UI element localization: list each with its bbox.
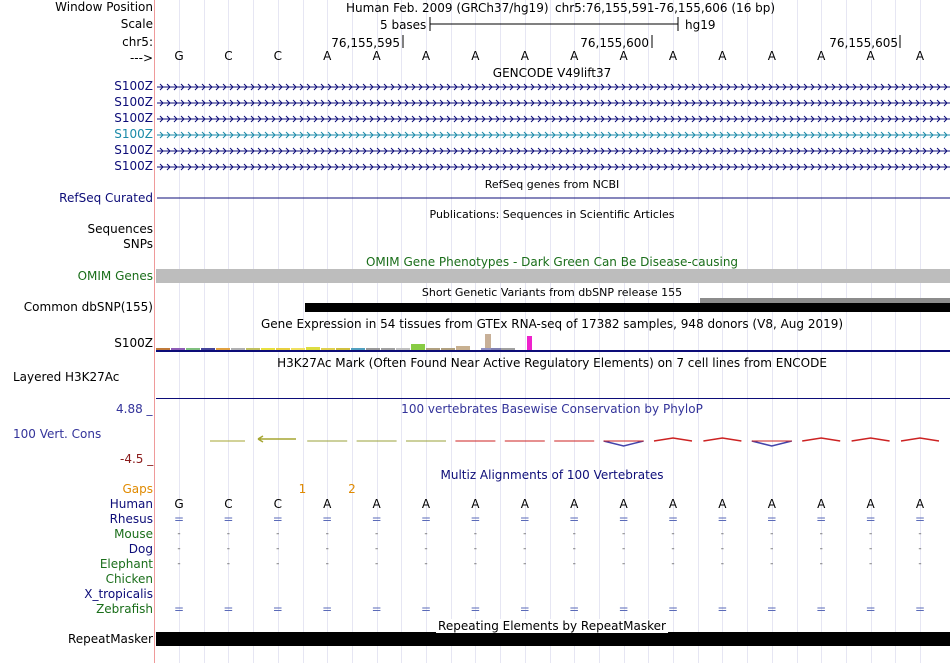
gtex-tissue-bar xyxy=(156,348,170,350)
multiz-base: - xyxy=(720,559,725,569)
multiz-base: - xyxy=(770,544,774,554)
conservation-wiggle-segment xyxy=(852,438,890,441)
multiz-base: = xyxy=(223,602,234,616)
conservation-wiggle-segment xyxy=(258,436,296,442)
gtex-tissue-bar xyxy=(426,348,440,350)
window-position-label: Window Position xyxy=(55,0,153,14)
gencode-title: GENCODE V49lift37 xyxy=(492,66,612,80)
coordinate-label-1: 76,155,595 xyxy=(331,36,400,50)
multiz-base: A xyxy=(668,497,678,511)
base-letter: A xyxy=(817,49,826,63)
dbsnp-title: Short Genetic Variants from dbSNP release 155 xyxy=(421,286,683,299)
conservation-wiggle-segment xyxy=(703,438,741,441)
refseq-label[interactable]: RefSeq Curated xyxy=(59,191,153,205)
base-letter: A xyxy=(915,49,925,63)
multiz-base: - xyxy=(918,529,922,539)
gtex-tissue-bar xyxy=(306,347,320,350)
multiz-species-label[interactable]: Mouse xyxy=(114,527,153,541)
multiz-gap-mark: 1 xyxy=(298,482,307,496)
multiz-base: = xyxy=(667,512,679,526)
multiz-base: - xyxy=(374,559,379,569)
repeatmasker-label[interactable]: RepeatMasker xyxy=(67,632,153,646)
multiz-species-label[interactable]: Human xyxy=(109,497,153,511)
base-letter: A xyxy=(619,49,628,63)
multiz-base: - xyxy=(276,544,280,554)
gtex-tissue-bar xyxy=(366,348,380,350)
gtex-tissue-bar xyxy=(396,348,410,350)
multiz-base: = xyxy=(816,512,827,526)
conservation-wiggle-segment xyxy=(604,441,644,446)
publications-snps-label[interactable]: SNPs xyxy=(123,237,153,251)
multiz-base: = xyxy=(371,512,382,526)
multiz-base: = xyxy=(322,512,333,526)
multiz-base: - xyxy=(572,529,576,539)
gtex-title: Gene Expression in 54 tissues from GTEx RNA-seq of 17382 samples, 948 donors (V8, Aug 2019) xyxy=(260,317,844,331)
multiz-base: - xyxy=(720,544,725,554)
gtex-tissue-bar xyxy=(441,348,455,350)
multiz-base: = xyxy=(717,512,728,526)
assembly-text: Human Feb. 2009 (GRCh37/hg19) xyxy=(346,1,549,15)
base-letter: A xyxy=(520,49,529,63)
multiz-base: = xyxy=(667,602,679,616)
multiz-base: - xyxy=(819,559,823,569)
multiz-base: - xyxy=(868,544,873,554)
h3k27ac-label[interactable]: Layered H3K27Ac xyxy=(13,370,120,384)
base-letter: A xyxy=(570,49,579,63)
multiz-base: = xyxy=(173,512,185,526)
gencode-transcript-label[interactable]: S100Z xyxy=(114,143,153,157)
base-letter: A xyxy=(323,49,332,63)
multiz-base: A xyxy=(767,497,776,511)
conservation-title: 100 vertebrates Basewise Conservation by PhyloP xyxy=(401,402,703,416)
base-letter: A xyxy=(767,49,776,63)
multiz-base: A xyxy=(323,497,332,511)
base-letter: A xyxy=(668,49,678,63)
dbsnp-label[interactable]: Common dbSNP(155) xyxy=(23,300,153,314)
multiz-base: - xyxy=(226,529,231,539)
multiz-base: - xyxy=(819,544,823,554)
conservation-wiggle-segment xyxy=(654,438,692,441)
position-text[interactable]: chr5:76,155,591-76,155,606 (16 bp) xyxy=(555,1,776,15)
multiz-base: = xyxy=(816,602,827,616)
base-letter: C xyxy=(224,49,233,63)
multiz-base: = xyxy=(223,512,234,526)
multiz-base: = xyxy=(865,512,876,526)
multiz-base: - xyxy=(177,544,181,554)
multiz-base: - xyxy=(325,559,329,569)
multiz-base: A xyxy=(817,497,826,511)
multiz-base: A xyxy=(915,497,925,511)
multiz-base: = xyxy=(272,602,283,616)
multiz-base: - xyxy=(918,559,922,569)
multiz-base: - xyxy=(720,529,725,539)
multiz-base: - xyxy=(424,559,428,569)
multiz-base: - xyxy=(177,529,181,539)
gencode-transcript-label[interactable]: S100Z xyxy=(114,111,153,125)
gtex-tissue-bar xyxy=(321,348,335,350)
multiz-base: - xyxy=(523,559,527,569)
multiz-base: = xyxy=(618,512,629,526)
gtex-tissue-bar xyxy=(351,348,365,350)
gencode-transcript-label[interactable]: S100Z xyxy=(114,95,153,109)
base-letter: A xyxy=(866,49,875,63)
multiz-species-label[interactable]: Chicken xyxy=(105,572,153,586)
strand-label: ---> xyxy=(129,51,153,65)
multiz-species-label[interactable]: X_tropicalis xyxy=(84,587,153,601)
multiz-base: - xyxy=(572,544,576,554)
multiz-base: - xyxy=(276,559,280,569)
conservation-wiggle-segment xyxy=(752,441,792,446)
base-letter: C xyxy=(273,49,282,63)
multiz-base: C xyxy=(224,497,233,511)
multiz-base: - xyxy=(671,559,675,569)
multiz-species-label[interactable]: Zebrafish xyxy=(96,602,153,616)
gtex-tissue-bar xyxy=(501,348,515,350)
gtex-tissue-bar xyxy=(456,346,470,350)
multiz-base: = xyxy=(470,602,481,616)
gencode-transcript-label[interactable]: S100Z xyxy=(114,79,153,93)
gtex-tissue-bar xyxy=(216,348,230,350)
multiz-base: = xyxy=(173,602,185,616)
multiz-base: A xyxy=(866,497,875,511)
multiz-base: A xyxy=(520,497,529,511)
multiz-base: - xyxy=(868,559,873,569)
multiz-base: - xyxy=(325,529,329,539)
multiz-base: - xyxy=(226,544,231,554)
multiz-base: - xyxy=(473,559,478,569)
multiz-base: - xyxy=(473,544,478,554)
multiz-base: - xyxy=(424,529,428,539)
h3k27ac-title: H3K27Ac Mark (Often Found Near Active Regulatory Elements) on 7 cell lines from ENCODE xyxy=(277,356,827,370)
publications-title: Publications: Sequences in Scientific Articles xyxy=(429,208,675,221)
multiz-base: - xyxy=(770,559,774,569)
base-letter: A xyxy=(471,49,480,63)
multiz-base: - xyxy=(276,529,280,539)
multiz-base: = xyxy=(420,512,432,526)
multiz-base: - xyxy=(770,529,774,539)
multiz-base: - xyxy=(868,529,873,539)
multiz-base: = xyxy=(272,512,283,526)
conservation-wiggle-segment xyxy=(901,438,939,441)
coordinate-label-3: 76,155,605 xyxy=(829,36,898,50)
gtex-tissue-bar xyxy=(291,348,305,350)
multiz-base: - xyxy=(226,559,231,569)
multiz-base: = xyxy=(470,512,481,526)
multiz-base: A xyxy=(619,497,628,511)
refseq-title: RefSeq genes from NCBI xyxy=(484,178,620,191)
conservation-ymin: -4.5 _ xyxy=(120,452,154,466)
repeatmasker-title: Repeating Elements by RepeatMasker xyxy=(438,619,666,633)
multiz-base: = xyxy=(717,602,728,616)
multiz-gap-mark: 2 xyxy=(348,482,356,496)
conservation-wiggle-segment xyxy=(802,438,840,441)
db-text: hg19 xyxy=(685,18,716,32)
multiz-base: - xyxy=(671,544,675,554)
gtex-tissue-bar xyxy=(171,348,185,350)
multiz-species-label[interactable]: Dog xyxy=(128,542,153,556)
gtex-tissue-bar xyxy=(336,348,350,350)
scale-text: 5 bases xyxy=(380,18,427,32)
multiz-base: - xyxy=(473,529,478,539)
multiz-base: A xyxy=(718,497,727,511)
multiz-base: - xyxy=(374,529,379,539)
multiz-base: G xyxy=(174,497,184,511)
gencode-transcript-label[interactable]: S100Z xyxy=(114,159,153,173)
base-letter: A xyxy=(421,49,431,63)
multiz-base: = xyxy=(914,512,926,526)
chrom-label: chr5: xyxy=(122,35,153,49)
omim-label[interactable]: OMIM Genes xyxy=(77,269,153,283)
multiz-base: = xyxy=(420,602,432,616)
gtex-tissue-bar xyxy=(381,348,395,350)
omim-title: OMIM Gene Phenotypes - Dark Green Can Be Disease-causing xyxy=(365,255,739,269)
multiz-base: - xyxy=(177,559,181,569)
multiz-base: - xyxy=(572,559,576,569)
multiz-base: = xyxy=(914,602,926,616)
multiz-base: - xyxy=(523,544,527,554)
multiz-base: - xyxy=(918,544,922,554)
multiz-base: A xyxy=(372,497,381,511)
multiz-species-label[interactable]: Elephant xyxy=(99,557,153,571)
multiz-base: - xyxy=(819,529,823,539)
multiz-base: = xyxy=(371,602,382,616)
multiz-base: = xyxy=(766,512,777,526)
coordinate-label-2: 76,155,600 xyxy=(580,36,649,50)
multiz-title: Multiz Alignments of 100 Vertebrates xyxy=(440,468,664,482)
multiz-base: = xyxy=(865,602,876,616)
multiz-base: C xyxy=(273,497,282,511)
multiz-base: A xyxy=(421,497,431,511)
gtex-tissue-bar xyxy=(411,344,425,350)
multiz-species-label[interactable]: Rhesus xyxy=(109,512,153,526)
multiz-base: = xyxy=(569,512,580,526)
gtex-tissue-bar xyxy=(231,348,245,350)
base-letter: A xyxy=(372,49,381,63)
multiz-base: - xyxy=(671,529,675,539)
gtex-tissue-bar xyxy=(246,348,260,350)
multiz-base: = xyxy=(322,602,333,616)
multiz-base: - xyxy=(621,544,626,554)
multiz-base: - xyxy=(424,544,428,554)
gtex-tissue-bar xyxy=(201,348,215,350)
multiz-base: - xyxy=(621,559,626,569)
multiz-base: A xyxy=(471,497,480,511)
multiz-base: = xyxy=(618,602,629,616)
gtex-tissue-bar xyxy=(527,336,532,350)
gtex-tissue-bar xyxy=(276,348,290,350)
base-letter: G xyxy=(174,49,184,63)
multiz-base: - xyxy=(325,544,329,554)
conservation-ymax: 4.88 _ xyxy=(116,402,153,416)
gencode-transcript-label[interactable]: S100Z xyxy=(114,127,153,141)
gtex-label[interactable]: S100Z xyxy=(114,336,153,350)
multiz-base: - xyxy=(523,529,527,539)
gtex-tissue-bar xyxy=(186,348,200,350)
multiz-base: = xyxy=(569,602,580,616)
publications-sequences-label[interactable]: Sequences xyxy=(87,222,153,236)
base-letter: A xyxy=(718,49,727,63)
multiz-base: - xyxy=(621,529,626,539)
multiz-base: - xyxy=(374,544,379,554)
scale-label: Scale xyxy=(120,17,153,31)
multiz-gaps-label: Gaps xyxy=(122,482,153,496)
multiz-base: = xyxy=(766,602,777,616)
multiz-base: = xyxy=(519,602,530,616)
gtex-tissue-bar xyxy=(485,334,491,350)
conservation-label[interactable]: 100 Vert. Cons xyxy=(13,427,102,441)
gtex-tissue-bar xyxy=(261,348,275,350)
multiz-base: A xyxy=(570,497,579,511)
multiz-base: = xyxy=(519,512,530,526)
